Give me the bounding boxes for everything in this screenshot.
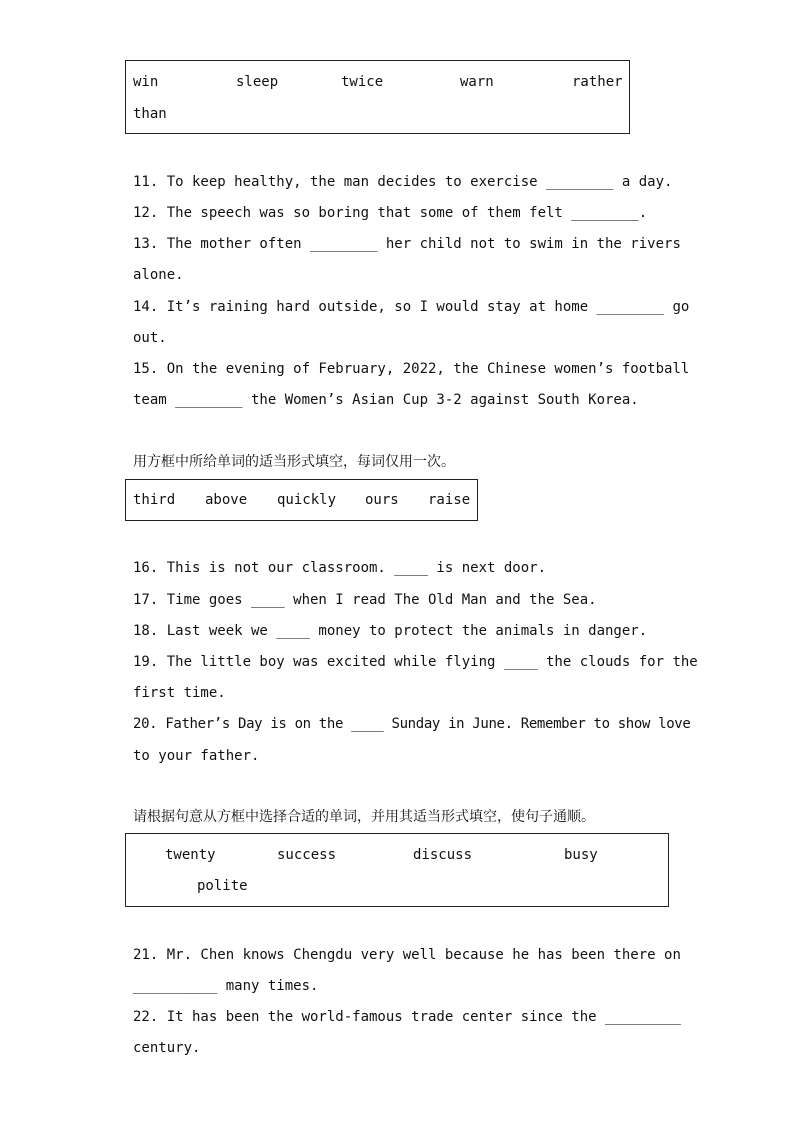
box2-word-above: above	[205, 492, 248, 508]
box1-word-rather: rather	[572, 74, 623, 90]
box2-word-raise: raise	[428, 492, 471, 508]
box3-word-success: success	[277, 847, 337, 863]
box1-word-than: than	[133, 106, 167, 122]
word-box-3	[125, 833, 669, 907]
instruction-2: 用方框中所给单词的适当形式填空，每词仅用一次。	[133, 454, 455, 470]
question-20-cont: to your father.	[133, 748, 260, 764]
box1-word-twice: twice	[341, 74, 384, 90]
question-20: 20. Father’s Day is on the ____ Sunday in June. Remember to show love	[133, 716, 691, 732]
box1-word-warn: warn	[460, 74, 494, 90]
question-12: 12. The speech was so boring that some of them felt ________.	[133, 205, 648, 221]
box2-word-third: third	[133, 492, 176, 508]
box3-word-polite: polite	[197, 878, 248, 894]
instruction-3: 请根据句意从方框中选择合适的单词，并用其适当形式填空，使句子通顺。	[133, 809, 595, 825]
box1-word-sleep: sleep	[236, 74, 279, 90]
box2-word-quickly: quickly	[277, 492, 337, 508]
box3-word-discuss: discuss	[413, 847, 473, 863]
question-16: 16. This is not our classroom. ____ is next door.	[133, 560, 547, 576]
question-11: 11. To keep healthy, the man decides to exercise ________ a day.	[133, 174, 673, 190]
question-14: 14. It’s raining hard outside, so I would stay at home ________ go	[133, 299, 690, 315]
box1-word-win: win	[133, 74, 159, 90]
question-19-cont: first time.	[133, 685, 226, 701]
question-22: 22. It has been the world-famous trade center since the _________	[133, 1009, 681, 1025]
question-21-cont: __________ many times.	[133, 978, 319, 994]
box3-word-twenty: twenty	[165, 847, 216, 863]
box2-word-ours: ours	[365, 492, 399, 508]
question-13-cont: alone.	[133, 267, 184, 283]
question-15-cont: team ________ the Women’s Asian Cup 3-2 against South Korea.	[133, 392, 639, 408]
question-22-cont: century.	[133, 1040, 201, 1056]
question-15: 15. On the evening of February, 2022, the Chinese women’s football	[133, 361, 690, 377]
box3-word-busy: busy	[564, 847, 598, 863]
question-21: 21. Mr. Chen knows Chengdu very well because he has been there on	[133, 947, 681, 963]
question-17: 17. Time goes ____ when I read The Old Man and the Sea.	[133, 592, 597, 608]
question-18: 18. Last week we ____ money to protect the animals in danger.	[133, 623, 648, 639]
question-13: 13. The mother often ________ her child not to swim in the rivers	[133, 236, 681, 252]
question-14-cont: out.	[133, 330, 167, 346]
word-box-1	[125, 60, 630, 134]
question-19: 19. The little boy was excited while flying ____ the clouds for the	[133, 654, 698, 670]
